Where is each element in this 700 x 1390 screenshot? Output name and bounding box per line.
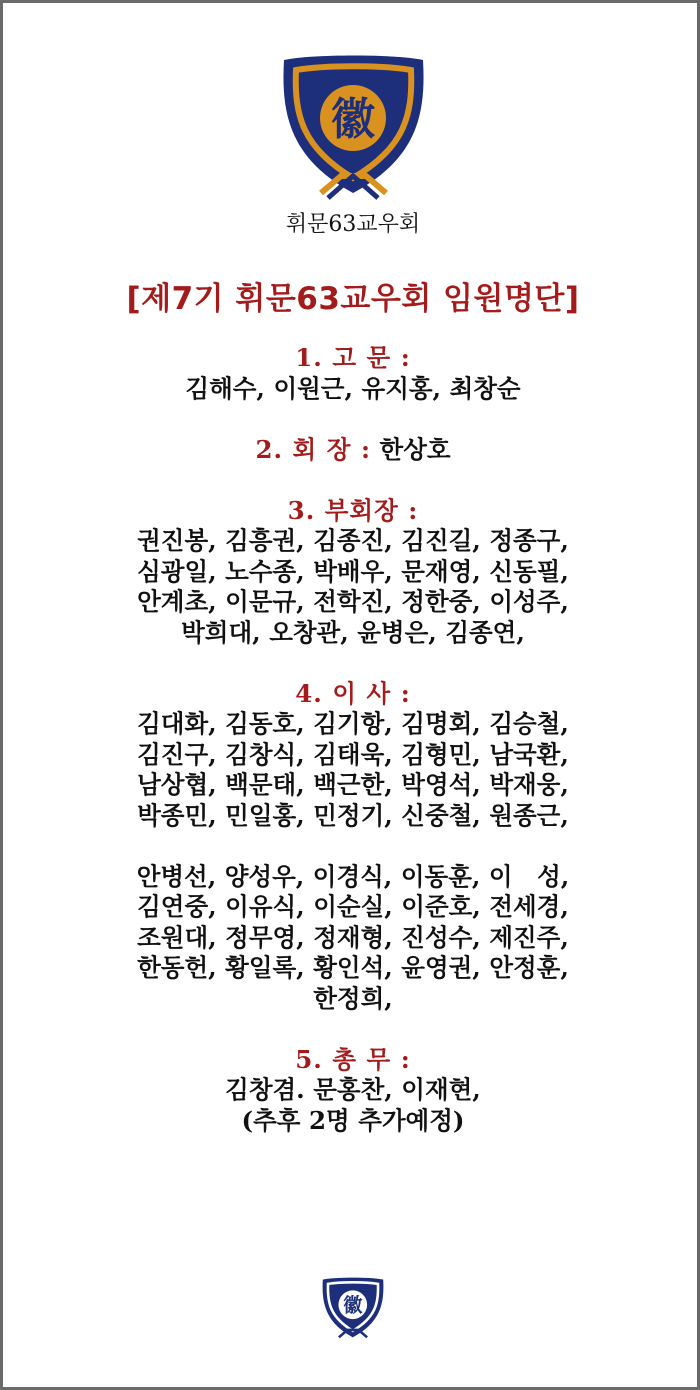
- name-line: 안계초, 이문규, 전학진, 정한중, 이성주,: [137, 587, 569, 616]
- section-heading: 2. 회 장 :: [255, 434, 371, 464]
- section-heading: 3. 부회장 :: [287, 495, 419, 525]
- svg-text:徽: 徽: [331, 94, 375, 145]
- section-secretaries: [3, 1045, 700, 1137]
- name-line: 심광일, 노수종, 박배우, 문재영, 신동필,: [137, 556, 569, 586]
- section-heading: 4. 이 사 :: [295, 678, 411, 708]
- name-line: 김해수, 이원근, 유지홍, 최창순: [185, 373, 521, 403]
- name-line: 한정희,: [313, 983, 393, 1013]
- name-line: 안병선, 양성우, 이경식, 이동훈, 이 성,: [136, 861, 570, 891]
- name-line: 조원대, 정무영, 정재형, 진성수, 제진주,: [137, 922, 569, 952]
- member-list: [3, 343, 700, 1136]
- name-line: 김대화, 김동호, 김기항, 김명회, 김승철,: [137, 709, 569, 738]
- name-line: 김연중, 이유식, 이순실, 이준호, 전세경,: [137, 892, 569, 921]
- section-vice-presidents: [3, 496, 700, 649]
- section-president: [3, 435, 700, 466]
- name-line: (추후 2명 추가예정): [241, 1105, 465, 1135]
- school-crest-icon: [266, 48, 441, 203]
- section-advisors: [3, 343, 700, 404]
- school-crest-icon: [315, 1273, 391, 1343]
- section-directors: [3, 679, 700, 1015]
- page-title: [제7기 휘문63교우회 임원명단]: [126, 281, 580, 317]
- name-line: 김창겸. 문홍찬, 이재현,: [225, 1075, 481, 1104]
- section-heading: 1. 고 문 :: [295, 343, 411, 372]
- svg-text:徽: 徽: [343, 1293, 363, 1317]
- name-line: 박종민, 민일홍, 민정기, 신중철, 원종근,: [137, 800, 569, 830]
- president-name: 한상호: [379, 434, 451, 464]
- name-line: 권진봉, 김흥권, 김종진, 김진길, 정종구,: [137, 526, 569, 555]
- name-line: 한동헌, 황일록, 황인석, 윤영권, 안정훈,: [137, 953, 569, 982]
- section-heading: 5. 총 무 :: [295, 1044, 411, 1074]
- crest-caption: 휘문63교우회: [285, 212, 421, 237]
- name-line: 김진구, 김창식, 김태욱, 김형민, 남국환,: [137, 739, 569, 769]
- name-line: 남상협, 백문태, 백근한, 박영석, 박재웅,: [137, 770, 569, 799]
- name-line: 박희대, 오창관, 윤병은, 김종연,: [181, 617, 525, 647]
